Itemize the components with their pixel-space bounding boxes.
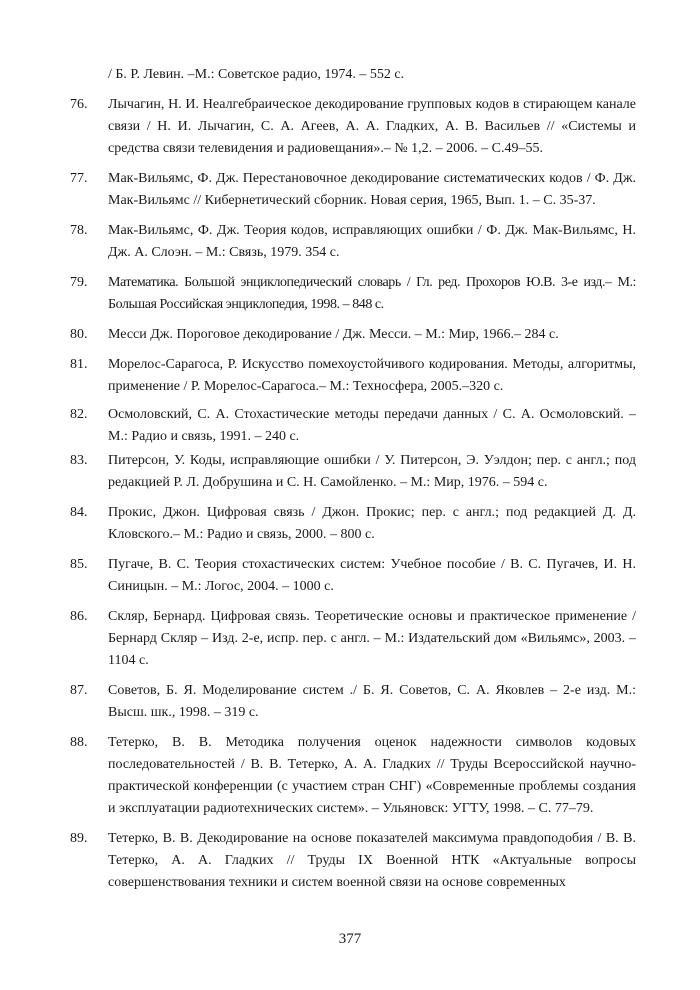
entry-text: Математика. Большой энциклопедический словарь / Гл. ред. Прохоров Ю.В. 3-е изд.– М.: Большая Российская энциклопедия, 1998. – 848 с.	[108, 275, 636, 312]
bibliography-entry-77	[70, 168, 636, 212]
entry-number: 83.	[70, 453, 88, 468]
entry-text: Советов, Б. Я. Моделирование систем ./ Б. Я. Советов, С. А. Яковлев – 2-е изд. М.: Высш. шк., 1998. – 319 с.	[108, 683, 636, 720]
entry-number: 86.	[70, 609, 88, 624]
bibliography-entry-82	[70, 404, 636, 448]
bibliography-list	[70, 64, 636, 894]
entry-text: Пугаче, В. С. Теория стохастических систем: Учебное пособие / В. С. Пугачев, И. Н. Синицын. – М.: Логос, 2004. – 1000 с.	[108, 557, 636, 594]
entry-text: Тетерко, В. В. Методика получения оценок надежности символов кодовых последовательностей / В. В. Тетерко, А. А. Гладких // Труды Всероссийской научно-практической конференции (с участием стран СНГ) «Современные проблемы создания и эксплуатации радиотехнических систем». – Ульяновск: УГТУ, 1998. – С. 77–79.	[108, 735, 636, 816]
bibliography-entry-88	[70, 732, 636, 820]
entry-number: 77.	[70, 171, 88, 186]
bibliography-entry-continuation	[70, 64, 636, 86]
bibliography-entry-87	[70, 680, 636, 724]
bibliography-entry-80	[70, 324, 636, 346]
bibliography-entry-85	[70, 554, 636, 598]
entry-text: Лычагин, Н. И. Неалгебраическое декодирование групповых кодов в стирающем канале связи / Н. И. Лычагин, С. А. Агеев, А. А. Гладких, А. В. Васильев // «Системы и средства связи телевидения и радиовещания».– № 1,2. – 2006. – С.49–55.	[108, 97, 636, 156]
bibliography-entry-81	[70, 354, 636, 398]
bibliography-entry-79	[70, 272, 636, 316]
entry-text: Скляр, Бернард. Цифровая связь. Теоретические основы и практическое применение / Бернард Скляр – Изд. 2-е, испр. пер. с англ. – М.: Издательский дом «Вильямс», 2003. – 1104 с.	[108, 609, 636, 668]
entry-text: Мак-Вильямс, Ф. Дж. Перестановочное декодирование систематических кодов / Ф. Дж. Мак-Вильямс // Кибернетический сборник. Новая серия, 1965, Вып. 1. – С. 35-37.	[108, 171, 636, 208]
bibliography-entry-86	[70, 606, 636, 672]
entry-number: 85.	[70, 557, 88, 572]
bibliography-entry-78	[70, 220, 636, 264]
entry-number: 89.	[70, 831, 88, 846]
entry-text: Морелос-Сарагоса, Р. Искусство помехоустойчивого кодирования. Методы, алгоритмы, применение / Р. Морелос-Сарагоса.– М.: Техносфера, 2005.–320 с.	[108, 357, 636, 394]
entry-number: 80.	[70, 327, 88, 342]
bibliography-entry-83	[70, 450, 636, 494]
entry-text: Месси Дж. Пороговое декодирование / Дж. Месси. – М.: Мир, 1966.– 284 с.	[108, 327, 559, 342]
entry-number: 82.	[70, 407, 88, 422]
entry-text: Прокис, Джон. Цифровая связь / Джон. Прокис; пер. с англ.; под редакцией Д. Д. Кловского.– М.: Радио и связь, 2000. – 800 с.	[108, 505, 636, 542]
page-number: 377	[338, 931, 362, 947]
entry-text: Тетерко, В. В. Декодирование на основе показателей максимума правдоподобия / В. В. Тетерко, А. А. Гладких // Труды IX Военной НТК «Актуальные вопросы совершенствования техники и систем военной связи на основе современных	[108, 831, 636, 890]
entry-text: Питерсон, У. Коды, исправляющие ошибки / У. Питерсон, Э. Уэлдон; пер. с англ.; под редакцией Р. Л. Добрушина и С. Н. Самойленко. – М.: Мир, 1976. – 594 с.	[108, 453, 636, 490]
entry-number: 84.	[70, 505, 88, 520]
entry-text: / Б. Р. Левин. –М.: Советское радио, 1974. – 552 с.	[108, 67, 405, 82]
entry-number: 87.	[70, 683, 88, 698]
entry-number: 78.	[70, 223, 88, 238]
entry-text: Мак-Вильямс, Ф. Дж. Теория кодов, исправляющих ошибки / Ф. Дж. Мак-Вильямс, Н. Дж. А. Слоэн. – М.: Связь, 1979. 354 с.	[108, 223, 636, 260]
bibliography-entry-84	[70, 502, 636, 546]
entry-number: 88.	[70, 735, 88, 750]
entry-text: Осмоловский, С. А. Стохастические методы передачи данных / С. А. Осмоловский. – М.: Радио и связь, 1991. – 240 с.	[108, 407, 636, 444]
bibliography-entry-89	[70, 828, 636, 894]
bibliography-entry-76	[70, 94, 636, 160]
entry-number: 76.	[70, 97, 88, 112]
entry-number: 79.	[70, 275, 88, 290]
entry-number: 81.	[70, 357, 88, 372]
